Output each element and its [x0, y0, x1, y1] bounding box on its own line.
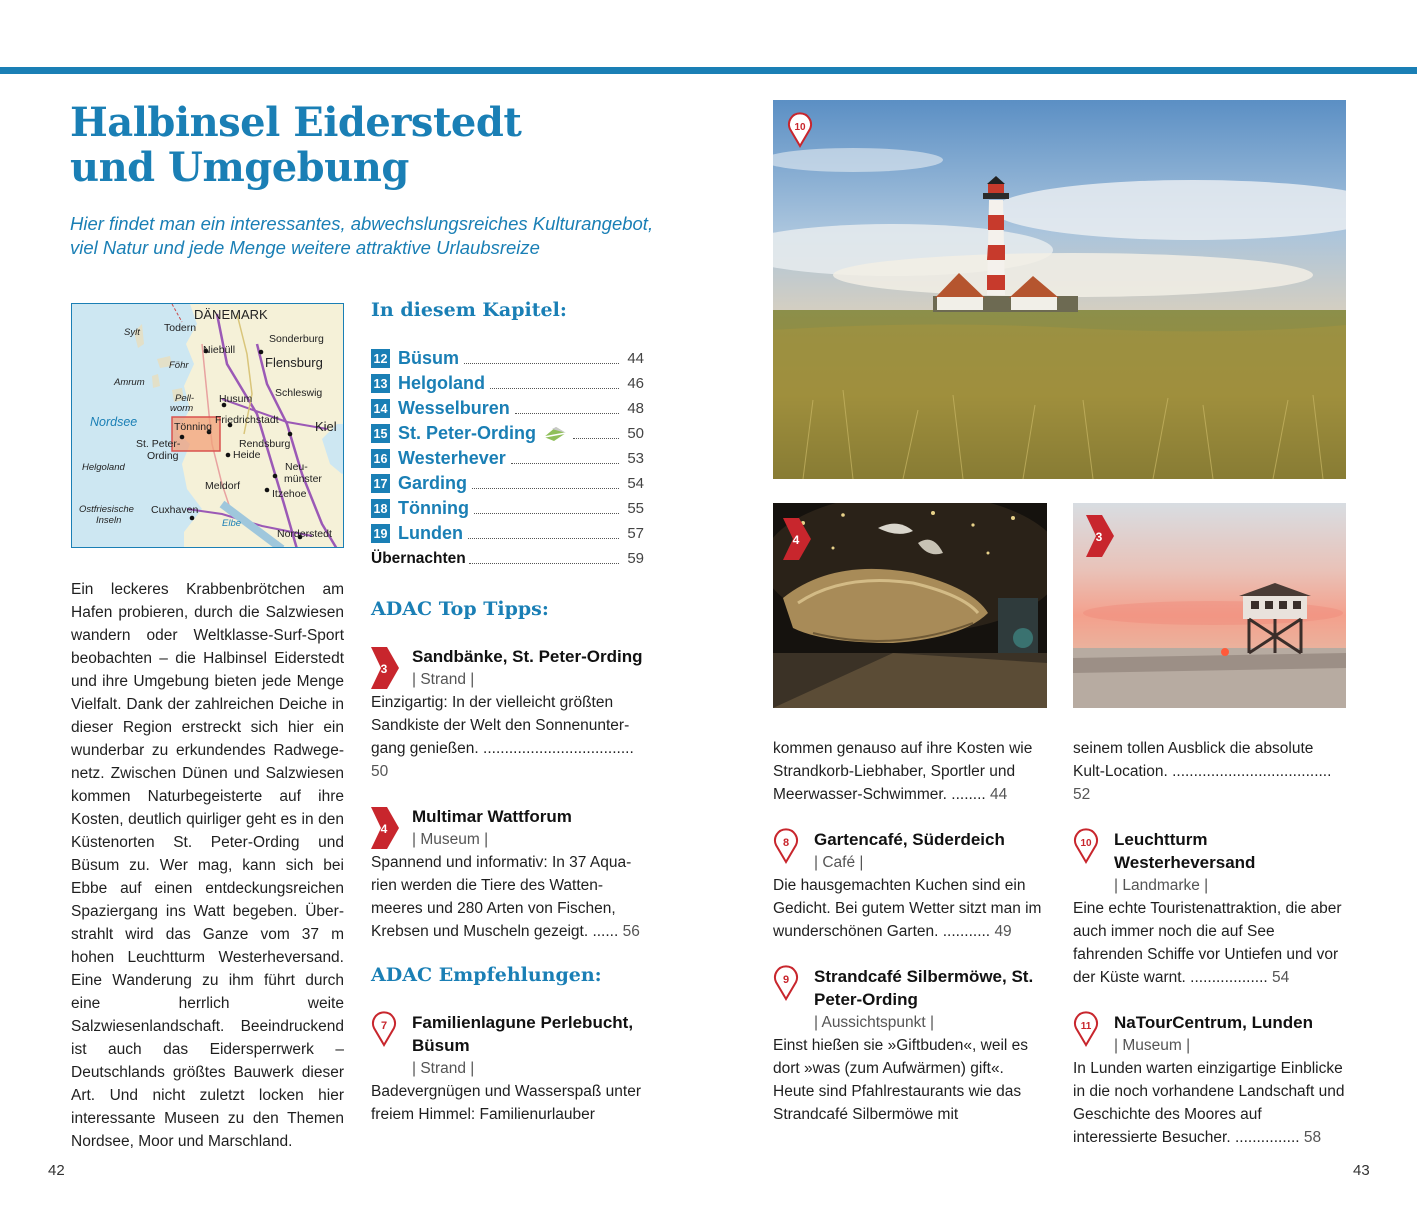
recommendation-text: kommen genauso auf ihre Kosten wie Strandkorb-Liebhaber, Sportler und Meerwasser-Schwimmer. ........: [773, 740, 1033, 803]
toc-number: 19: [371, 524, 390, 543]
toc-label: St. Peter-Ording: [398, 423, 537, 443]
page-ref: 50: [371, 763, 389, 780]
page-ref: 49: [994, 923, 1012, 940]
museum-photo: [773, 503, 1047, 708]
marker-number: 10: [1080, 838, 1092, 849]
marker-number: 11: [1080, 1021, 1092, 1032]
toc-item[interactable]: [371, 521, 644, 546]
lighthouse-marker-icon: [787, 112, 813, 148]
map-label-foehr: Föhr: [169, 360, 189, 371]
top-tip-arrow-icon: [371, 807, 399, 849]
map-label-friedrichstadt: Friedrichstadt: [215, 414, 279, 426]
recommendation-category: | Café |: [814, 854, 864, 871]
toc-item[interactable]: [371, 371, 644, 396]
top-tip-text: Spannend und informativ: In 37 Aquarien werden die Tiere des Wattenmeeres und 280 Arten von Fischen, Krebsen und Muscheln gezeigt. ......: [371, 854, 632, 940]
marker-number: 8: [782, 837, 790, 849]
page-number-left: 42: [48, 1162, 65, 1179]
toc-leader: [468, 529, 619, 539]
toc-number: 15: [371, 424, 390, 443]
map-label-nordsee: Nordsee: [90, 415, 138, 429]
toc-number: 13: [371, 374, 390, 393]
toc-page: 57: [627, 525, 644, 542]
top-tip-body: [371, 691, 644, 783]
map-label-husum: Husum: [219, 393, 253, 405]
recommendation-9: [773, 965, 1047, 1126]
chapter-heading: In diesem Kapitel:: [371, 299, 567, 321]
map-label-helgoland: Helgoland: [82, 462, 125, 473]
map-pin-icon: [773, 828, 799, 864]
toc-number: 17: [371, 474, 390, 493]
chapter-toc: [371, 346, 644, 571]
top-tip-text: Einzigartig: In der vielleicht größten Sandkiste der Welt den Sonnenuntergang genießen. ...................................: [371, 694, 634, 757]
map-label-amrum: Amrum: [114, 377, 145, 388]
toc-leader: [573, 429, 619, 439]
toc-label: Wesselburen: [398, 398, 510, 418]
toc-label: Helgoland: [398, 373, 486, 393]
region-map: [71, 303, 344, 548]
map-label-meldorf: Meldorf: [205, 480, 241, 492]
marker-number: 4: [380, 822, 388, 836]
toc-leader: [511, 454, 619, 464]
top-tip-3: [371, 645, 644, 783]
map-label-todern: Todern: [164, 322, 197, 334]
recommendation-category: | Museum |: [1114, 1037, 1191, 1054]
toc-leader: [472, 479, 619, 489]
marker-number: 10: [794, 122, 806, 133]
toc-number: 16: [371, 449, 390, 468]
toc-page: 46: [627, 375, 644, 392]
toc-leader: [515, 404, 619, 414]
toc-item[interactable]: [371, 421, 644, 446]
recommendations-heading: ADAC Empfehlungen:: [371, 964, 602, 986]
recommendation-name: Familienlagune Perlebucht, Büsum: [412, 1013, 634, 1055]
map-label-elbe: Elbe: [222, 518, 242, 529]
title-line-2: und Umgebung: [70, 144, 409, 191]
map-label-daenemark: DÄNEMARK: [194, 307, 268, 322]
top-tip-4: [371, 805, 644, 943]
map-pin-icon: [1073, 828, 1099, 864]
map-pin-icon: [371, 1011, 397, 1047]
page-ref: 56: [622, 923, 640, 940]
map-label-worm: worm: [170, 403, 194, 414]
map-pin-icon: [1073, 1011, 1099, 1047]
museum-marker-icon: [783, 518, 811, 560]
recommendation-name: Leuchtturm Westerheversand: [1114, 830, 1256, 872]
page-number-right: 43: [1353, 1162, 1370, 1179]
toc-page: 48: [627, 400, 644, 417]
map-label-inseln: Inseln: [96, 515, 122, 526]
map-label-norderstedt: Norderstedt: [277, 528, 332, 540]
toc-page: 50: [627, 425, 644, 442]
recommendation-10: [1073, 828, 1346, 989]
recommendation-text: Einst hießen sie »Giftbuden«, weil es dort »was (zum Aufwärmen) gift«. Heute sind Pfahlrestaurants wie das Strandcafé Silbermöwe mit: [773, 1037, 1029, 1123]
toc-label: Übernachten: [371, 549, 466, 567]
map-label-neu: Neu-: [285, 461, 308, 473]
title-line-1: Halbinsel Eiderstedt: [70, 99, 522, 146]
toc-item[interactable]: [371, 446, 644, 471]
marker-number: 4: [792, 533, 800, 547]
marker-number: 9: [782, 974, 790, 986]
map-label-schleswig: Schleswig: [275, 387, 323, 399]
toc-item-overnight[interactable]: [371, 546, 644, 571]
toc-page: 44: [627, 350, 644, 367]
recommendation-text: seinem tollen Ausblick die absolute Kult-Location. .....................................: [1073, 740, 1332, 780]
map-label-toenning: Tönning: [174, 421, 212, 433]
toc-item[interactable]: [371, 471, 644, 496]
top-tip-name: Sandbänke, St. Peter-Ording: [412, 647, 643, 666]
recommendation-name: Gartencafé, Süderdeich: [814, 830, 1005, 849]
lighthouse-photo: [773, 100, 1346, 479]
top-tips-heading: ADAC Top Tipps:: [371, 598, 549, 620]
page-ref: 58: [1303, 1129, 1322, 1146]
map-label-sylt: Sylt: [124, 327, 140, 338]
toc-label: Lunden: [398, 523, 463, 543]
toc-number: 18: [371, 499, 390, 518]
toc-number: 12: [371, 349, 390, 368]
chapter-column: [371, 296, 644, 1126]
page-ref: 54: [1272, 969, 1290, 986]
toc-label: Tönning: [398, 498, 469, 518]
toc-label: Garding: [398, 473, 468, 493]
recommendation-8: [773, 828, 1047, 943]
subtitle: Hier findet man ein interessantes, abwechslungsreiches Kulturangebot, viel Natur und jede Menge weitere attraktive Urlaubsreize: [70, 213, 654, 258]
recommendation-9-continued: [1073, 737, 1346, 806]
page-title: [70, 100, 670, 190]
toc-leader: [464, 354, 619, 364]
toc-number: 14: [371, 399, 390, 418]
recommendations-column-4: [1073, 737, 1346, 1149]
toc-page: 55: [627, 500, 644, 517]
recommendation-body: [1073, 1057, 1346, 1149]
map-pin-icon: [773, 965, 799, 1001]
recommendation-name: Strandcafé Silbermöwe, St. Peter-Ording: [814, 967, 1034, 1009]
toc-item[interactable]: [371, 346, 644, 371]
recommendation-text: Badevergnügen und Wasserspaß unter freiem Himmel: Familienurlauber: [371, 1083, 641, 1123]
map-label-itzehoe: Itzehoe: [272, 488, 307, 500]
top-tip-arrow-icon: [371, 647, 399, 689]
map-label-flensburg: Flensburg: [265, 355, 323, 370]
map-label-muenster: münster: [284, 473, 322, 485]
map-label-ostfriesische: Ostfriesische: [79, 504, 134, 515]
top-tip-category: | Museum |: [412, 831, 489, 848]
sunset-photo: [1073, 503, 1346, 708]
toc-leader: [474, 504, 619, 514]
top-tip-body: [371, 851, 644, 943]
recommendation-7-continued: [773, 737, 1047, 806]
recommendation-category: | Aussichtspunkt |: [814, 1014, 935, 1031]
map-label-rendsburg: Rendsburg: [239, 438, 291, 450]
toc-label: Büsum: [398, 348, 460, 368]
recommendation-body: [1073, 897, 1346, 989]
toc-label: Westerhever: [398, 448, 506, 468]
sunset-marker-icon: [1086, 515, 1114, 557]
recommendation-text: Die hausgemachten Kuchen sind ein Gedicht. Bei gutem Wetter sitzt man im wunderschönen Garten. ...........: [773, 877, 1042, 940]
recommendation-7: [371, 1011, 644, 1126]
toc-page: 54: [627, 475, 644, 492]
page-ref: 44: [990, 786, 1008, 803]
map-label-stpeter: St. Peter-: [136, 438, 181, 450]
map-label-kiel: Kiel: [315, 419, 337, 434]
map-label-heide: Heide: [233, 449, 261, 461]
map-label-sonderburg: Sonderburg: [269, 333, 324, 345]
top-rule: [0, 67, 1417, 74]
map-label-cuxhaven: Cuxhaven: [151, 504, 199, 516]
recommendation-category: | Landmarke |: [1114, 877, 1209, 894]
top-tip-name: Multimar Wattforum: [412, 807, 572, 826]
recommendations-column-3: [773, 737, 1047, 1126]
toc-page: 53: [627, 450, 644, 467]
toc-item[interactable]: [371, 396, 644, 421]
page-ref: 52: [1073, 786, 1091, 803]
surfboard-icon: [542, 425, 568, 443]
recommendation-name: NaTourCentrum, Lunden: [1114, 1013, 1313, 1032]
recommendation-text: Eine echte Touristenattraktion, die aber auch immer noch die auf See fahrenden Schiffe vor Untiefen und vor der Küste warnt. ..................: [1073, 900, 1342, 986]
recommendation-text: In Lunden warten einzigartige Einblicke in die noch vorhandene Landschaft und Geschichte des Moores auf interessierte Besucher. ...............: [1073, 1060, 1345, 1146]
recommendation-category: | Strand |: [412, 1060, 475, 1077]
map-label-niebuell: Niebüll: [203, 344, 236, 356]
marker-number: 3: [380, 662, 388, 676]
map-label-ording: Ording: [147, 450, 179, 462]
marker-number: 7: [380, 1020, 388, 1032]
toc-leader: [490, 379, 619, 389]
recommendation-body: [773, 874, 1047, 943]
toc-page: 59: [627, 550, 644, 567]
map-label-pell: Pell-: [175, 393, 195, 404]
marker-number: 3: [1095, 530, 1103, 544]
top-tip-category: | Strand |: [412, 671, 475, 688]
top-tips-list: [371, 645, 644, 943]
toc-item[interactable]: [371, 496, 644, 521]
intro-text: Ein leckeres Krabbenbrötchen am Hafen probieren, durch die Salzwiesen wandern oder Weltklasse-Surf-Sport beobachten – die Halbinsel Eiderstedt und ihre Umgebung bieten jede Menge Vielfalt. Dank der zahlreichen Deiche in dieser Region erstreckt sich hier ein wunderbar zu erkundendes Radwegenetz. Zwischen Dünen und Salzwiesen kommen Naturbegeisterte auf ihre Kosten, deutlich quirliger geht es in den Küstenorten St. Peter-Ording und Büsum zu. Wer mag, kann sich bei Ebbe auf einen entdeckungsreichen Spaziergang ins Watt begeben. Überstrahlt wird das Ganze vom 37 m hohen Leuchtturm Westerheversand. Eine Wanderung zu ihm führt durch eine herrlich weite Salzwiesenlandschaft. Beeindruckend ist auch das Eidersperrwerk – Deutschlands größtes Bauwerk dieser Art. Und nicht zuletzt locken hier interessante Museen zu den Themen Nordsee, Moor und Marschland.: [71, 581, 344, 1150]
recommendation-11: [1073, 1011, 1346, 1149]
toc-leader: [469, 554, 619, 564]
